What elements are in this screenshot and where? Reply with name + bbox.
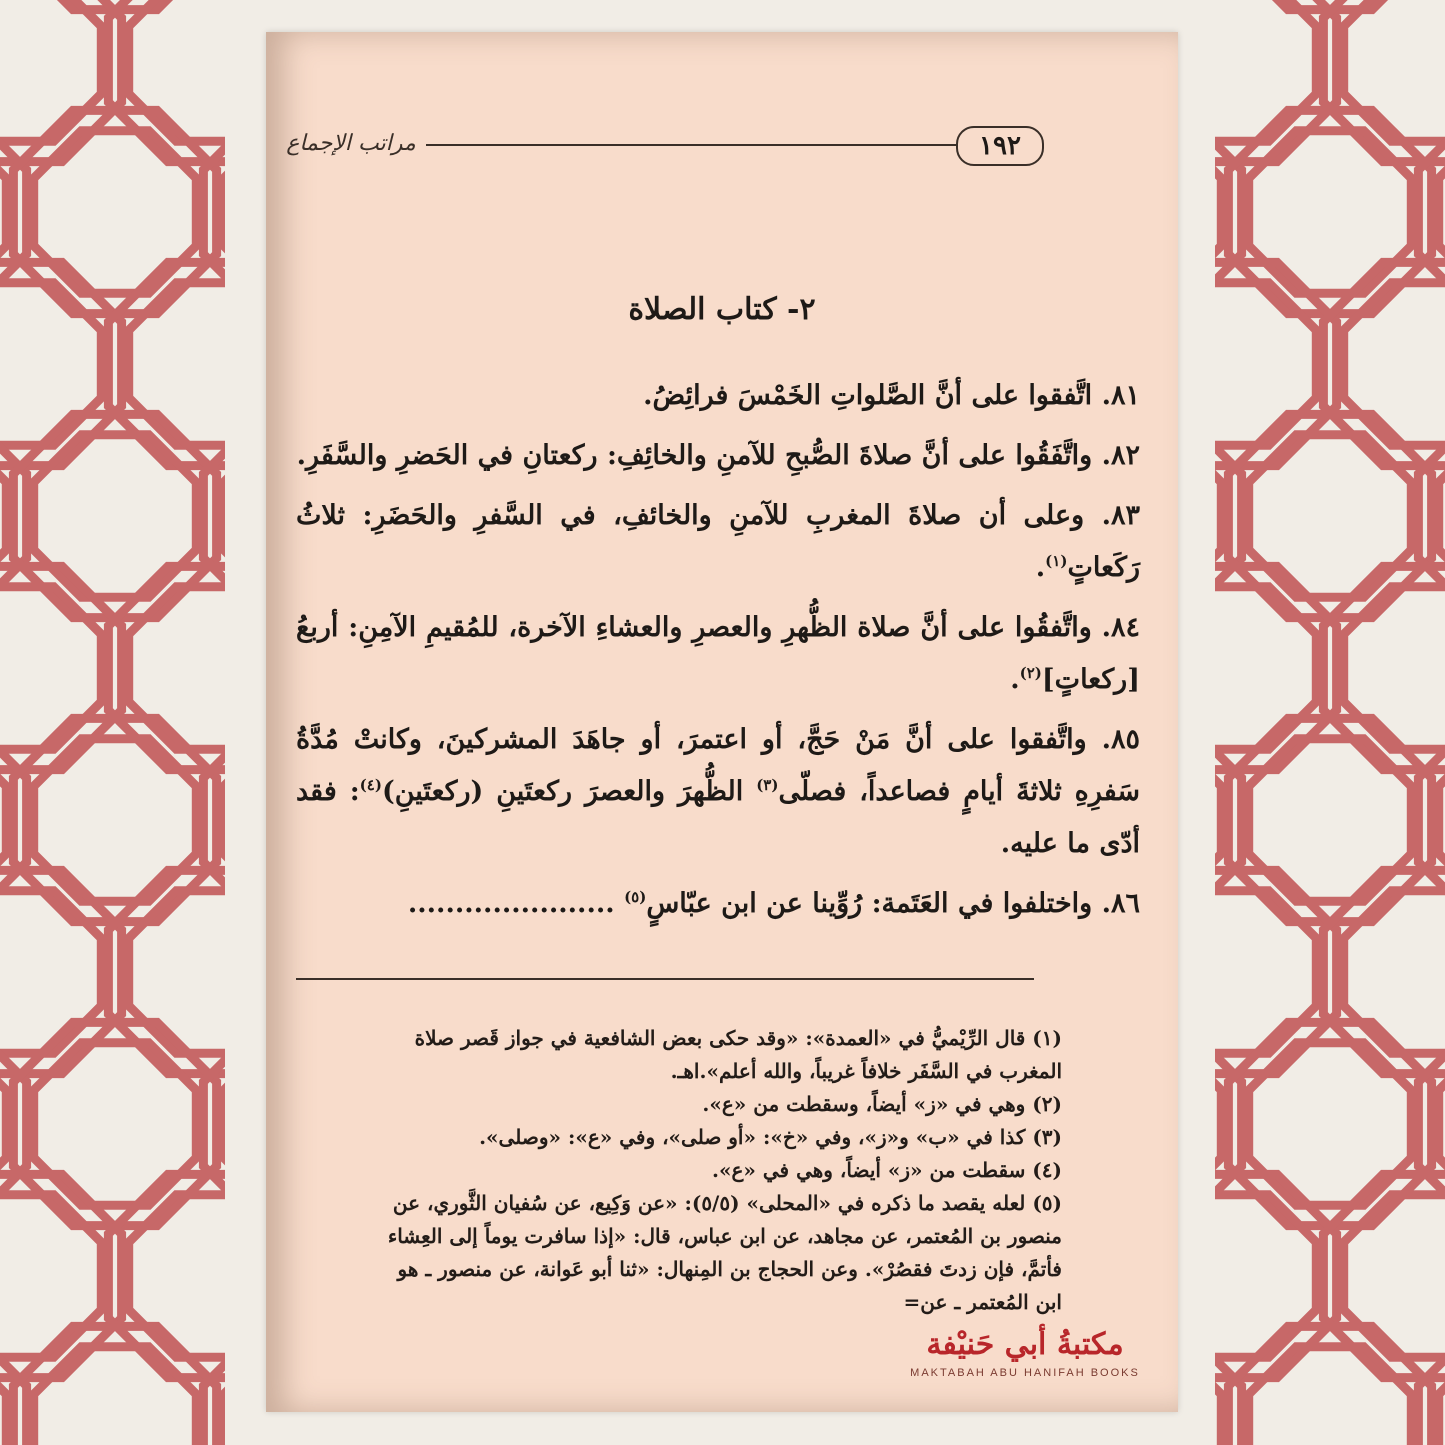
footnotes <box>384 1022 1062 1319</box>
lattice-octagon-inner <box>1249 435 1412 598</box>
footnote-ref: (٤) <box>359 776 382 794</box>
footnote-ref: (٣) <box>756 776 779 794</box>
footnote-3: (٣) كذا في «ب» و«ز»، وفي «خ»: «أو صلى»، وفي «ع»: «وصلى». <box>479 1125 1062 1149</box>
left-geometric-pattern <box>0 0 225 1445</box>
lattice-octagon-inner <box>129 0 225 141</box>
lattice-octagon-inner <box>1215 739 1221 902</box>
lattice-octagon-inner <box>1439 435 1445 598</box>
footnote-4: (٤) سقطت من «ز» أيضاً، وهي في «ع». <box>712 1158 1062 1182</box>
lattice-octagon-inner <box>0 587 101 750</box>
lattice-octagon-inner <box>129 891 225 1054</box>
lattice-octagon-inner <box>1439 1043 1445 1206</box>
logo-latin-text: MAKTABAH ABU HANIFAH BOOKS <box>910 1367 1140 1379</box>
lattice-octagon <box>203 0 225 10</box>
lattice-octagon-inner <box>129 1195 225 1358</box>
lattice-octagon-inner <box>1249 1043 1412 1206</box>
running-title: مراتب الإجماع <box>286 131 416 156</box>
lattice-octagon-inner <box>34 1347 197 1445</box>
paragraph-86: ٨٦. واختلفوا في العَتَمة: رُوِّينا عن ابن عبّاسٍ$^{(٥)}$ ...................... <box>407 888 1140 919</box>
paragraph-84: ٨٤. واتَّفقُوا على أنَّ صلاة الظُّهرِ والعصرِ والعشاءِ الآخرة، للمُقيمِ الآمِنِ: أربعُ [ركعاتٍ]$^{(٢)}$. <box>296 612 1140 695</box>
footnote-ref: (٢) <box>1019 664 1042 682</box>
footnote-ref: (٥) <box>624 888 647 906</box>
lattice-octagon-inner <box>34 1043 197 1206</box>
lattice-octagon-inner <box>1344 891 1445 1054</box>
lattice-octagon-inner <box>1215 131 1221 294</box>
page-number: ١٩٢ <box>956 126 1044 166</box>
lattice-octagon-inner <box>1215 283 1316 446</box>
footnote-separator <box>296 978 1034 980</box>
lattice-octagon-inner <box>0 283 101 446</box>
lattice-octagon-inner <box>0 1043 6 1206</box>
lattice-octagon-inner <box>0 739 6 902</box>
lattice-octagon <box>0 0 27 10</box>
lattice-octagon-inner <box>1215 587 1316 750</box>
paragraph-85: ٨٥. واتَّفقوا على أنَّ مَنْ حَجَّ، أو اعتمرَ، أو جاهَدَ المشركينَ، وكانتْ مُدَّةُ سَفرِهِ ثلاثةَ أيامٍ فصاعداً، فصلّى$^{(٣)}$ الظُّهرَ والعصرَ ركعتَينِ (ركعتَينِ)$^{(٤)}$: فقد أدّى ما عليه. <box>296 724 1140 859</box>
lattice-octagon-inner <box>0 435 6 598</box>
lattice-octagon-inner <box>129 587 225 750</box>
footnote-2: (٢) وهي في «ز» أيضاً، وسقطت من «ع». <box>702 1092 1062 1116</box>
footnote-ref: (١) <box>1045 552 1068 570</box>
lattice-octagon-inner <box>1215 891 1316 1054</box>
lattice-octagon-inner <box>1249 1347 1412 1445</box>
lattice-octagon-inner <box>129 283 225 446</box>
logo-arabic-text: مكتبةُ أبي حَنيْفة <box>926 1327 1124 1362</box>
publisher-logo <box>895 1325 1155 1395</box>
lattice-octagon-inner <box>0 891 101 1054</box>
paragraph-81: ٨١. اتَّفقوا على أنَّ الصَّلواتِ الخَمْسَ فرائِضُ. <box>643 380 1140 411</box>
lattice-octagon <box>1215 0 1242 10</box>
footnote-1: (١) قال الرِّيْميُّ في «العمدة»: «وقد حكى بعض الشافعية في جواز قَصر صلاة المغرب في السَّفَر خلافاً غريباً، والله أعلم».اهـ. <box>414 1026 1062 1083</box>
lattice-octagon-inner <box>1344 1195 1445 1358</box>
footnote-5: (٥) لعله يقصد ما ذكره في «المحلى» (٥/٥): «عن وَكِيع، عن سُفيان الثَّوري، عن منصور بن المُعتمر، عن مجاهد، عن ابن عباس، قال: «إذا سافرت يوماً إلى العِشاء فأتمَّ، فإن زدتَ فقصُرْ». وعن الحجاج بن المِنهال: «ثنا أبو عَوانة، عن منصور ـ هو ابن المُعتمر ـ عن= <box>387 1191 1062 1314</box>
lattice-octagon-inner <box>0 1195 101 1358</box>
lattice-octagon-inner <box>0 0 101 141</box>
right-geometric-pattern <box>1215 0 1445 1445</box>
lattice-octagon-inner <box>34 435 197 598</box>
lattice-octagon-inner <box>1344 0 1445 141</box>
lattice-octagon-inner <box>34 131 197 294</box>
lattice-octagon-inner <box>1439 739 1445 902</box>
lattice-octagon-inner <box>1249 739 1412 902</box>
header-rule <box>426 144 958 146</box>
paragraph-83: ٨٣. وعلى أن صلاةَ المغربِ للآمنِ والخائفِ، في السَّفرِ والحَضَرِ: ثلاثُ رَكَعاتٍ$^{(١)}$. <box>296 500 1140 583</box>
main-text <box>296 370 1140 938</box>
book-page <box>266 32 1178 1412</box>
lattice-octagon-inner <box>1439 131 1445 294</box>
lattice-octagon-inner <box>1344 587 1445 750</box>
page-header <box>286 126 1158 166</box>
paragraph-82: ٨٢. واتَّفَقُوا على أنَّ صلاةَ الصُّبحِ للآمنِ والخائِفِ: ركعتانِ في الحَضرِ والسَّفَرِ. <box>296 440 1140 471</box>
lattice-octagon-inner <box>1215 1043 1221 1206</box>
lattice-octagon-inner <box>1215 1195 1316 1358</box>
lattice-octagon-inner <box>1215 0 1316 141</box>
lattice-octagon-inner <box>1215 435 1221 598</box>
lattice-octagon-inner <box>34 739 197 902</box>
lattice-octagon-inner <box>0 131 6 294</box>
chapter-title: ٢- كتاب الصلاة <box>628 292 816 327</box>
lattice-octagon-inner <box>1344 283 1445 446</box>
lattice-octagon-inner <box>1249 131 1412 294</box>
lattice-octagon <box>1418 0 1445 10</box>
